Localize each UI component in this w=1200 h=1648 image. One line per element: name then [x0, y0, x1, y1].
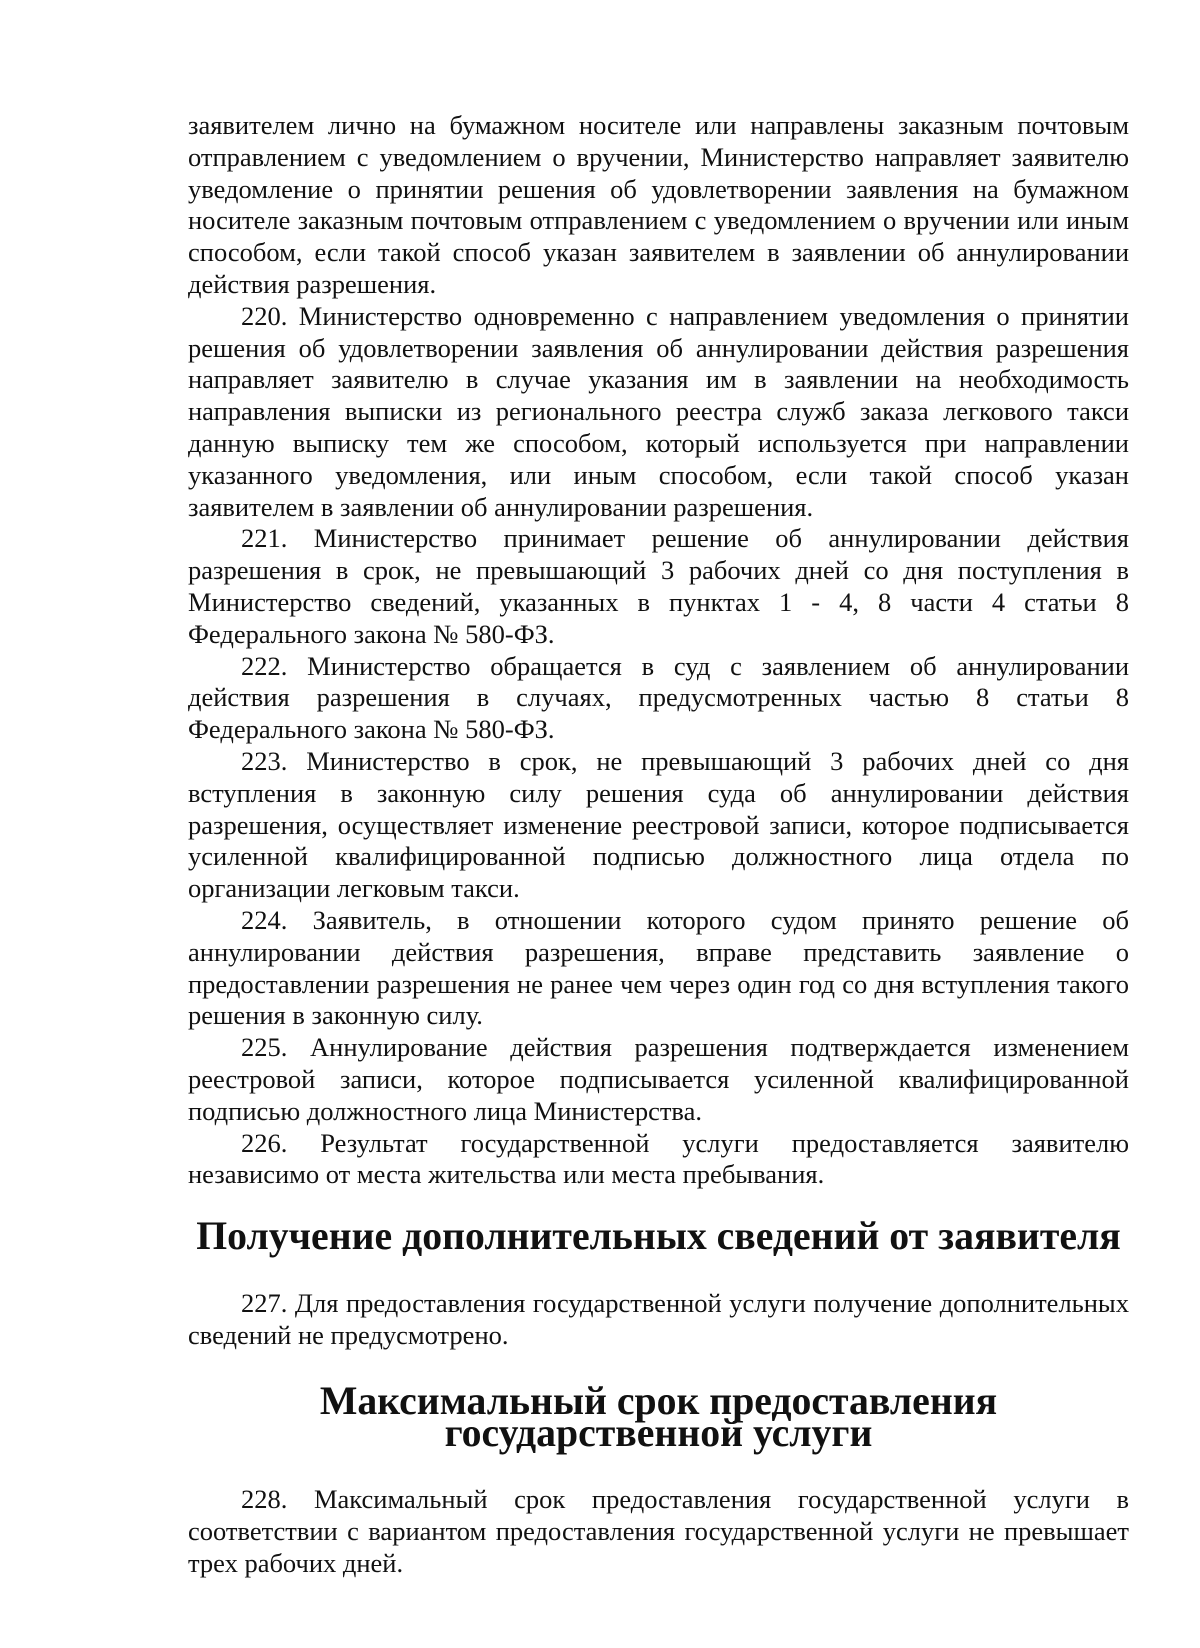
paragraph-continuation: заявителем лично на бумажном носителе или направлены заказным почтовым отправлением с уведомлением о вручении, Министерство направляет заявителю уведомление о принятии решения об удовлетворении заявления на бумажном носителе заказным почтовым отправлением с уведомлением о вручении или иным способом, если такой способ указан заявителем в заявлении об аннулировании действия разрешения. — [188, 110, 1129, 299]
paragraph-225: 225. Аннулирование действия разрешения подтверждается изменением реестровой записи, которое подписывается усиленной квалифицированной подписью должностного лица Министерства. — [188, 1032, 1129, 1126]
document-body — [188, 110, 1129, 1579]
section-heading-additional-info: Получение дополнительных сведений от заявителя — [196, 1214, 1121, 1259]
paragraph-220: 220. Министерство одновременно с направлением уведомления о принятии решения об удовлетворении заявления об аннулировании действия разрешения направляет заявителю в случае указания им в заявлении на необходимость направления выписки из регионального реестра служб заказа легкового такси данную выписку тем же способом, который используется при направлении указанного уведомления, или иным способом, если такой способ указан заявителем в заявлении об аннулировании разрешения. — [188, 300, 1129, 522]
paragraph-227: 227. Для предоставления государственной услуги получение дополнительных сведений не предусмотрено. — [188, 1287, 1129, 1350]
section-heading-max-term: Максимальный срок предоставления государственной услуги — [319, 1379, 998, 1456]
paragraph-226: 226. Результат государственной услуги предоставляется заявителю независимо от места жительства или места пребывания. — [188, 1127, 1129, 1190]
paragraph-228: 228. Максимальный срок предоставления государственной услуги в соответствии с вариантом предоставления государственной услуги не превышает трех рабочих дней. — [188, 1484, 1129, 1578]
paragraph-222: 222. Министерство обращается в суд с заявлением об аннулировании действия разрешения в случаях, предусмотренных частью 8 статьи 8 Федерального закона № 580-ФЗ. — [188, 650, 1129, 745]
paragraph-223: 223. Министерство в срок, не превышающий 3 рабочих дней со дня вступления в законную силу решения суда об аннулировании действия разрешения, осуществляет изменение реестровой записи, которое подписывается усиленной квалифицированной подписью должностного лица отдела по организации легковым такси. — [188, 745, 1129, 904]
paragraph-221: 221. Министерство принимает решение об аннулировании действия разрешения в срок, не превышающий 3 рабочих дней со дня поступления в Министерство сведений, указанных в пунктах 1 - 4, 8 части 4 статьи 8 Федерального закона № 580-ФЗ. — [188, 523, 1129, 649]
paragraph-224: 224. Заявитель, в отношении которого судом принято решение об аннулировании действия разрешения, вправе представить заявление о предоставлении разрешения не ранее чем через один год со дня вступления такого решения в законную силу. — [188, 904, 1129, 1031]
